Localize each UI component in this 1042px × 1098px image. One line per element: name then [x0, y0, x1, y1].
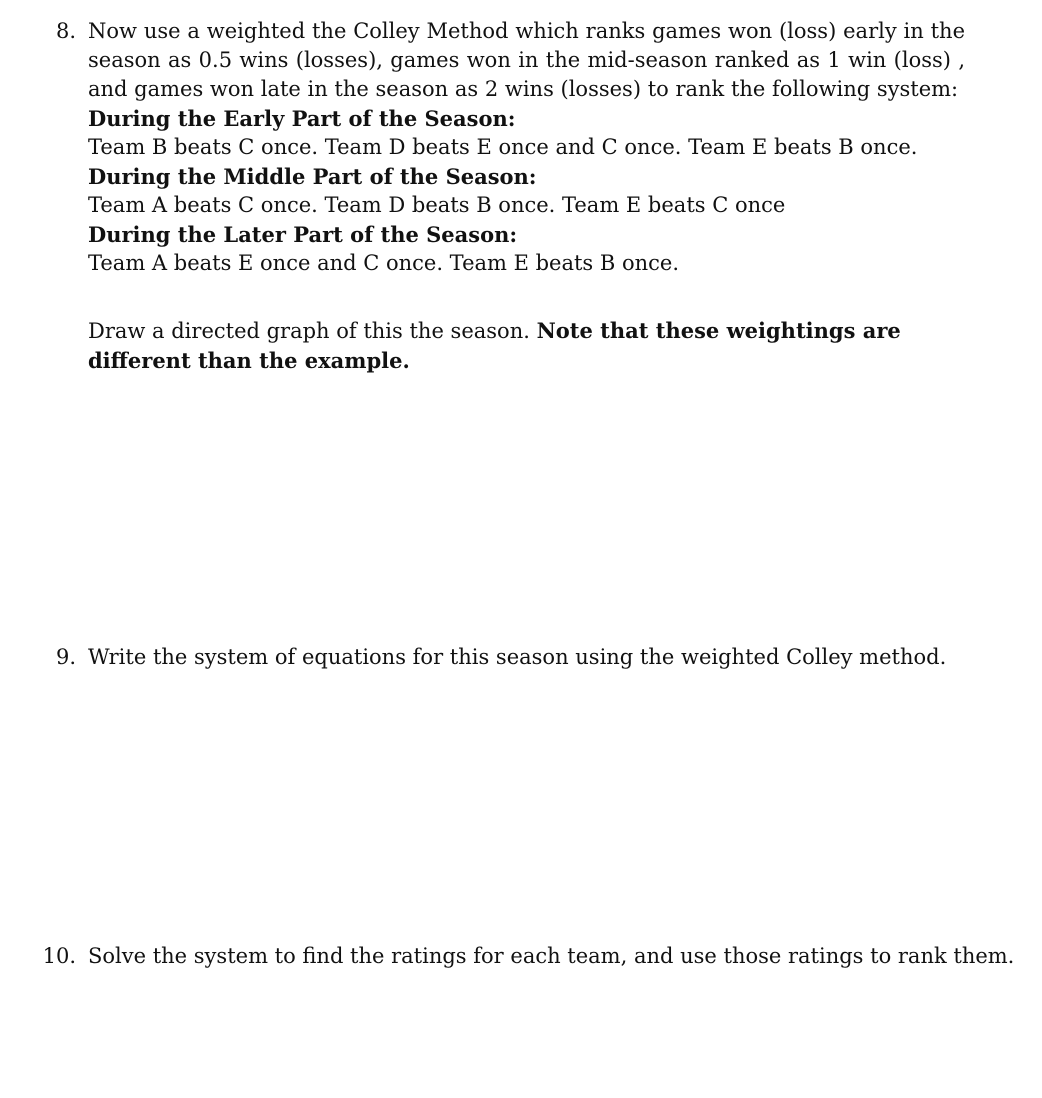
problem-8-note: Note that these weightings are different than the example. — [88, 318, 901, 373]
later-season-heading: During the Later Part of the Season: — [88, 222, 518, 247]
early-season-results: Team B beats C once. Team D beats E once and C once. Team E beats B once. — [88, 135, 918, 159]
problem-9-body — [88, 643, 965, 672]
problem-9-text: Write the system of equations for this season using the weighted Colley method. — [88, 645, 947, 669]
problem-9-number: 9. — [55, 645, 76, 669]
later-season-results: Team A beats E once and C once. Team E beats B once. — [88, 251, 680, 275]
problem-8-intro: Now use a weighted the Colley Method which ranks games won (loss) early in the season as 0.5 wins (losses), games won in the mid-season ranked as 1 win (loss) , and games won late in the season as 2 wins (losses) to rank the following system: — [88, 19, 965, 101]
problem-8-body — [88, 17, 965, 376]
problem-8-instruction-block — [88, 316, 965, 376]
problem-10-text: Solve the system to find the ratings for each team, and use those ratings to rank them. — [88, 944, 1015, 968]
problem-10-number: 10. — [42, 944, 76, 968]
middle-season-heading: During the Middle Part of the Season: — [88, 164, 537, 189]
problem-8-instruction: Draw a directed graph of this the season. — [88, 319, 530, 343]
early-season-heading: During the Early Part of the Season: — [88, 106, 516, 131]
problem-10-body — [88, 942, 1015, 971]
middle-season-results: Team A beats C once. Team D beats B once. Team E beats C once — [88, 193, 786, 217]
problem-8-number: 8. — [55, 19, 76, 43]
